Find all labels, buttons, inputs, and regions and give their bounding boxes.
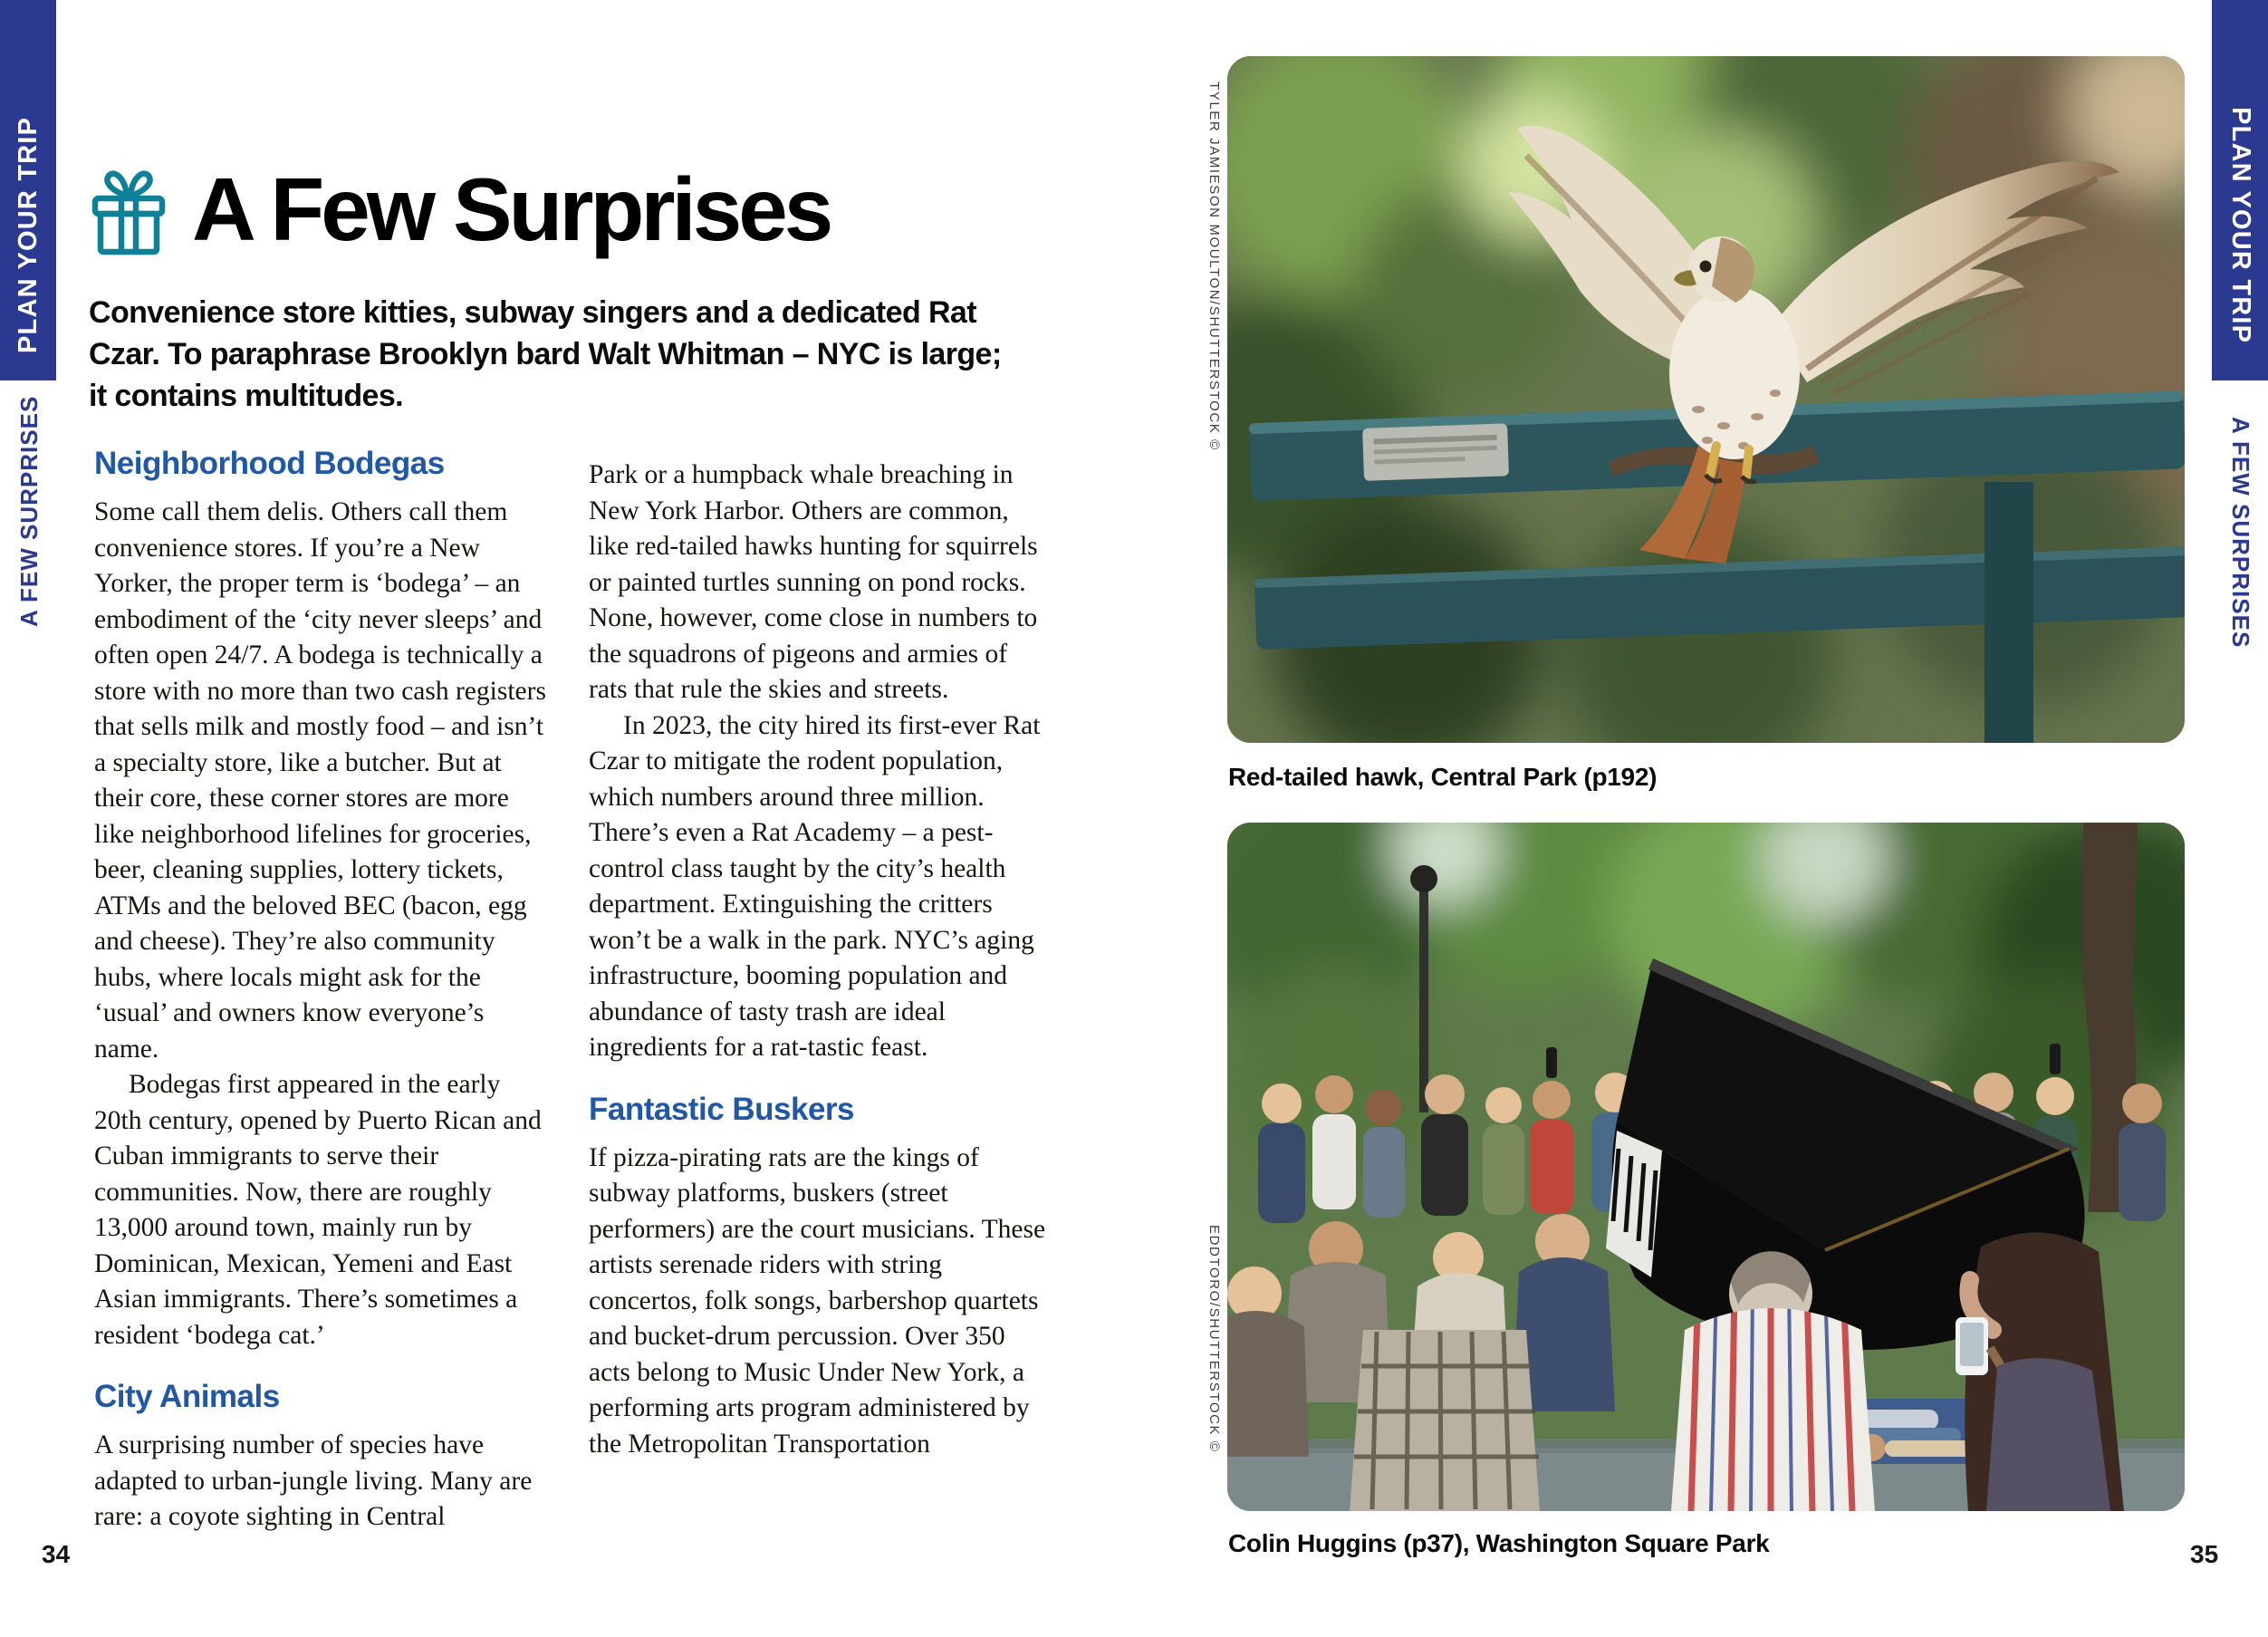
page-number-right: 35 (2190, 1540, 2219, 1568)
gift-icon (87, 169, 170, 255)
page-number-left: 34 (42, 1540, 71, 1568)
section-heading: Neighborhood Bodegas (94, 446, 445, 481)
deck-line: Czar. To paraphrase Brooklyn bard Walt Whitman – NYC is large; (89, 337, 1002, 371)
photo-piano-park (1227, 823, 2185, 1511)
photo-caption: Colin Huggins (p37), Washington Square Park (1228, 1529, 1770, 1557)
right-rail-chapter-label: PLAN YOUR TRIP (2226, 107, 2255, 344)
hawk-photo-illustration (1227, 56, 2185, 743)
piano-photo-illustration (1227, 823, 2185, 1511)
photo-red-tailed-hawk (1227, 56, 2185, 743)
photographing-woman (1956, 1232, 2124, 1511)
deck-line: it contains multitudes. (89, 379, 404, 413)
deck-line: Convenience store kitties, subway singers and a dedicated Rat (89, 295, 976, 330)
body-column-2 (589, 457, 1046, 1462)
photo-caption: Red-tailed hawk, Central Park (p192) (1228, 763, 1658, 791)
deck (89, 292, 1062, 417)
body-paragraph: Some call them delis. Others call them convenience stores. If you’re a New Yorker, the proper term is ‘bodega’ – an embodiment of the ‘city never sleeps’ and often open 24/7. A bodega is technically a store with no more than two cash registers that sells milk and mostly food – and isn’t a specialty store, like a butcher. But at their core, these corner stores are more like neighborhood lifelines for groceries, beer, cleaning supplies, lottery tickets, ATMs and the beloved BEC (bacon, egg and cheese). They’re also community hubs, where locals might ask for the ‘usual’ and owners know everyone’s name. (94, 497, 546, 1064)
photo-credit: TYLER JAMIESON MOULTON/SHUTTERSTOCK © (1206, 82, 1222, 451)
body-column-1 (94, 446, 552, 1536)
body-paragraph: Bodegas first appeared in the early 20th century, opened by Puerto Rican and Cuban immigrants to serve their communities. Now, there are roughly 13,000 around town, mainly run by Dominican, Mexican, Yemeni and East Asian immigrants. There’s sometimes a resident ‘bodega cat.’ (94, 1070, 542, 1350)
body-paragraph: If pizza-pirating rats are the kings of subway platforms, buskers (street performers) are the court musicians. These artists serenade riders with string concertos, folk songs, barbershop quartets and bucket-drum percussion. Over 350 acts belong to Music Under New York, a performing arts program administered by the Metropolitan Transportation (589, 1142, 1046, 1459)
section-heading: Fantastic Buskers (589, 1091, 855, 1127)
left-rail-section-label: A FEW SURPRISES (15, 395, 43, 627)
left-rail-chapter-label: PLAN YOUR TRIP (14, 116, 43, 353)
body-paragraph: In 2023, the city hired its first-ever Rat Czar to mitigate the rodent population, which numbers around three million. There’s even a Rat Academy – a pest-control class taught by the city’s health department. Extinguishing the critters won’t be a walk in the park. NYC’s aging infrastructure, booming population and abundance of tasty trash are ideal ingredients for a rat-tastic feast. (589, 710, 1041, 1062)
body-paragraph: A surprising number of species have adapted to urban-jungle living. Many are rare: a coyote sighting in Central (94, 1430, 533, 1531)
page-title: A Few Surprises (192, 159, 831, 259)
right-rail-section-label: A FEW SURPRISES (2227, 417, 2254, 649)
body-paragraph: Park or a humpback whale breaching in New York Harbor. Others are common, like red-tailed hawks hunting for squirrels or painted turtles sunning on pond rocks. None, however, come close in numbers to the squadrons of pigeons and armies of rats that rule the skies and streets. (589, 460, 1038, 704)
photo-credit: EDDTORO/SHUTTERSTOCK © (1206, 1225, 1222, 1453)
section-heading: City Animals (94, 1379, 280, 1414)
